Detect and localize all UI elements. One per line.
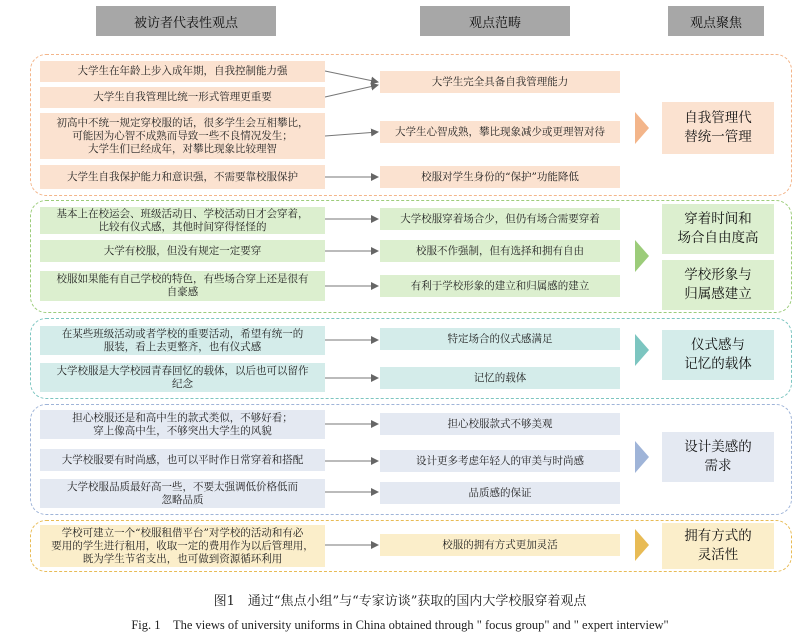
quote-box: 担心校服还是和高中生的款式类似，不够好看； 穿上像高中生，不够突出大学生的风貌 — [40, 410, 325, 439]
category-box: 记忆的载体 — [380, 367, 620, 389]
conclusion-box: 穿着时间和 场合自由度高 — [662, 204, 774, 254]
quote-box: 在某些班级活动或者学校的重要活动，希望有统一的 服装，看上去更整齐，也有仪式感 — [40, 326, 325, 355]
conclusion-box: 学校形象与 归属感建立 — [662, 260, 774, 310]
header-quotes: 被访者代表性观点 — [96, 6, 276, 36]
quote-box: 大学有校服，但没有规定一定要穿 — [40, 240, 325, 262]
quote-box: 学校可建立一个“校服租借平台”对学校的活动和有必 要用的学生进行租用，收取一定的费用作为以后管理用， 既为学生节省支出，也可做到资源循环利用 — [40, 525, 325, 567]
category-box: 校服不作强制，但有选择和拥有自由 — [380, 240, 620, 262]
category-box: 大学生完全具备自我管理能力 — [380, 71, 620, 93]
caption-english: Fig. 1 The views of university uniforms in China obtained through " focus group" and " expert interview" — [131, 618, 669, 632]
quote-box: 大学生在年龄上步入成年期，自我控制能力强 — [40, 61, 325, 82]
quote-box: 校服如果能有自己学校的特色，有些场合穿上还是很有 自豪感 — [40, 271, 325, 301]
caption-chinese: 图1 通过“焦点小组”与“专家访谈”获取的国内大学校服穿着观点 — [213, 594, 587, 609]
quote-box: 大学生自我保护能力和意识强，不需要靠校服保护 — [40, 165, 325, 189]
category-box: 大学校服穿着场合少，但仍有场合需要穿着 — [380, 208, 620, 230]
conclusion-box: 拥有方式的 灵活性 — [662, 523, 774, 569]
conclusion-box: 仪式感与 记忆的载体 — [662, 330, 774, 380]
category-box: 有利于学校形象的建立和归属感的建立 — [380, 275, 620, 297]
category-box: 校服的拥有方式更加灵活 — [380, 534, 620, 556]
category-box: 设计更多考虑年轻人的审美与时尚感 — [380, 450, 620, 472]
quote-box: 大学校服要有时尚感，也可以平时作日常穿着和搭配 — [40, 449, 325, 471]
quote-box: 初高中不统一规定穿校服的话，很多学生会互相攀比， 可能因为心智不成熟而导致一些不良情况发生； 大学生们已经成年，对攀比现象比较理智 — [40, 113, 325, 159]
header-conclusions: 观点聚焦 — [668, 6, 764, 36]
header-categories: 观点范畴 — [420, 6, 570, 36]
category-box: 担心校服款式不够美观 — [380, 413, 620, 435]
category-box: 特定场合的仪式感满足 — [380, 328, 620, 350]
category-box: 校服对学生身份的“保护”功能降低 — [380, 166, 620, 188]
category-box: 品质感的保证 — [380, 482, 620, 504]
quote-box: 大学校服品质最好高一些，不要太强调低价格低而 忽略品质 — [40, 479, 325, 508]
conclusion-box: 自我管理代 替统一管理 — [662, 102, 774, 154]
category-box: 大学生心智成熟，攀比现象减少或更理智对待 — [380, 121, 620, 143]
quote-box: 基本上在校运会、班级活动日、学校活动日才会穿着， 比较有仪式感，其他时间穿得怪怪的 — [40, 207, 325, 234]
quote-box: 大学生自我管理比统一形式管理更重要 — [40, 87, 325, 108]
conclusion-box: 设计美感的 需求 — [662, 432, 774, 482]
quote-box: 大学校服是大学校园青春回忆的载体，以后也可以留作 纪念 — [40, 363, 325, 392]
